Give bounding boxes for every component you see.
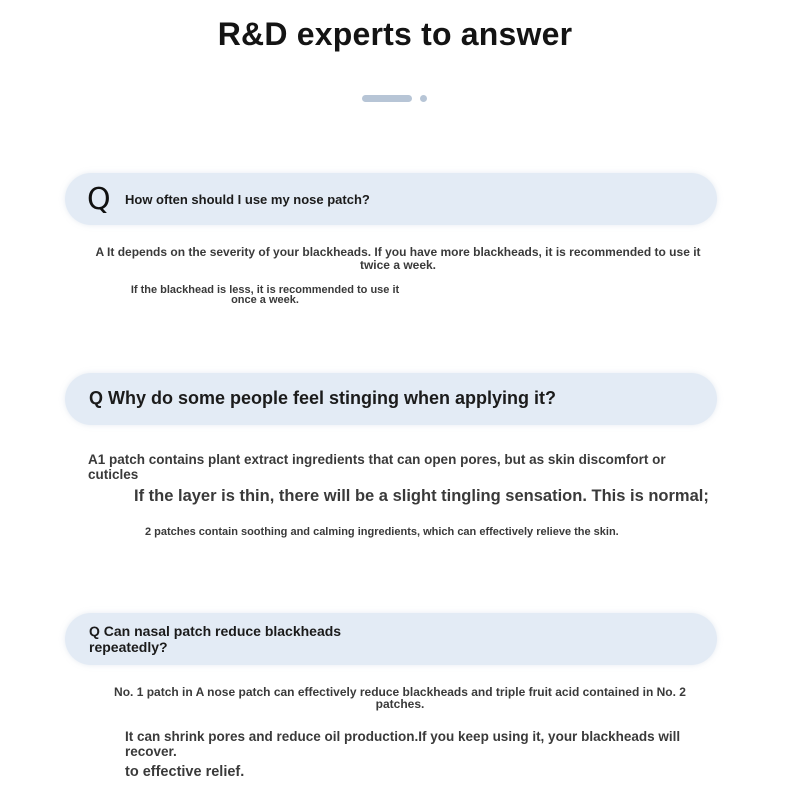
faq-question-3-text: Q Can nasal patch reduce blackheads repeatedly? xyxy=(89,623,342,655)
faq-question-1-text: How often should I use my nose patch? xyxy=(125,192,370,207)
page-title: R&D experts to answer xyxy=(217,16,573,52)
faq-question-2-text: Q Why do some people feel stinging when applying it? xyxy=(89,388,557,408)
faq-answer-2-line-3: 2 patches contain soothing and calming ingredients, which can effectively relieve the skin. xyxy=(145,526,619,538)
faq-answer-3-line-3: to effective relief. xyxy=(125,764,245,780)
pager-dot[interactable] xyxy=(420,95,427,102)
faq-answer-1-line-2: If the blackhead is less, it is recommended to use it once a week. xyxy=(130,284,400,306)
faq-answer-3-line-2: It can shrink pores and reduce oil production.If you keep using it, your blackheads will recover. xyxy=(125,729,681,759)
faq-answer-2-line-2: If the layer is thin, there will be a slight tingling sensation. This is normal; xyxy=(134,487,709,505)
pager-active-indicator[interactable] xyxy=(362,95,412,102)
faq-question-1 xyxy=(65,173,717,225)
faq-answer-2-line-1: A1 patch contains plant extract ingredients that can open pores, but as skin discomfort or cuticles xyxy=(88,452,666,482)
faq-answer-3-line-1: No. 1 patch in A nose patch can effectively reduce blackheads and triple fruit acid contained in No. 2 patches. xyxy=(114,685,686,711)
faq-question-3 xyxy=(65,613,717,665)
carousel-pager[interactable] xyxy=(0,95,790,103)
faq-answer-1-line-1: A It depends on the severity of your blackheads. If you have more blackheads, it is recommended to use it twice a week. xyxy=(95,245,701,272)
question-prefix: Q xyxy=(87,182,111,217)
faq-question-2 xyxy=(65,373,717,425)
